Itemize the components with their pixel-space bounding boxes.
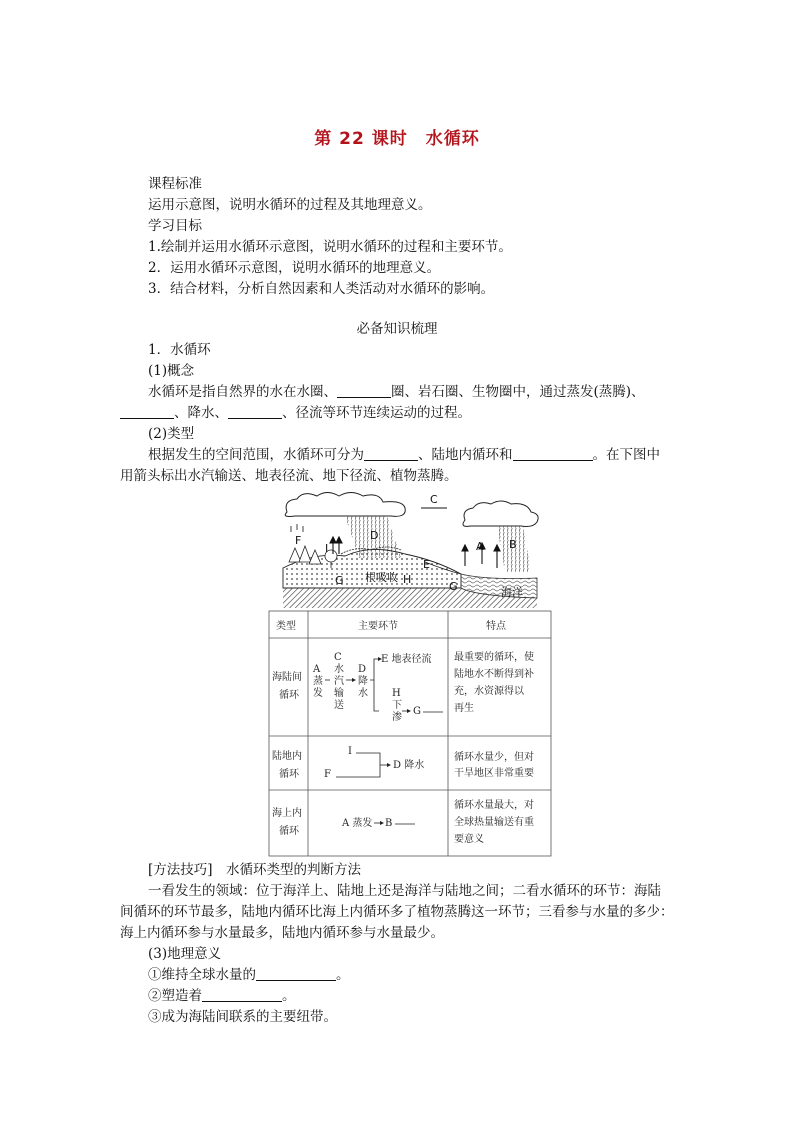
table-row — [272, 746, 534, 780]
svg-text:下: 下 — [392, 700, 402, 711]
svg-text:再生: 再生 — [454, 703, 474, 714]
label-c: C — [430, 493, 438, 506]
header-features: 特点 — [486, 621, 506, 632]
svg-text:汽: 汽 — [334, 676, 344, 687]
svg-text:水: 水 — [358, 688, 368, 699]
svg-text:输: 输 — [334, 688, 344, 699]
svg-text:循环水量最大，对: 循环水量最大，对 — [454, 800, 534, 811]
significance-item-3: ③成为海陆间联系的主要纽带。 — [148, 1009, 337, 1025]
method-line-1: 一看发生的领域：位于海洋上、陆地上还是海洋与陆地之间；二看水循环的环节：海陆 — [148, 883, 661, 899]
svg-text:陆地水不断得到补: 陆地水不断得到补 — [454, 669, 534, 680]
svg-text:要意义: 要意义 — [454, 834, 484, 845]
blank-vapor-transport[interactable] — [120, 404, 174, 419]
svg-text:I: I — [348, 746, 352, 757]
standard-heading: 课程标准 — [148, 176, 202, 192]
label-f: F — [295, 534, 302, 547]
label-h: H — [403, 573, 412, 586]
concept-heading: (1)概念 — [148, 363, 195, 379]
objectives-heading: 学习目标 — [148, 218, 202, 234]
label-root-absorption: 根吸收 — [365, 571, 398, 584]
svg-text:渗: 渗 — [392, 712, 402, 723]
label-sea: 海洋 — [501, 586, 523, 599]
svg-text:最重要的循环，使: 最重要的循环，使 — [454, 652, 534, 663]
svg-text:C: C — [334, 652, 342, 663]
svg-text:循环水量少，但对: 循环水量少，但对 — [454, 752, 534, 763]
svg-text:水: 水 — [334, 664, 344, 675]
header-type: 类型 — [276, 621, 296, 632]
table-row — [272, 798, 534, 845]
svg-text:循环: 循环 — [279, 769, 299, 780]
svg-text:全球热量输送有重: 全球热量输送有重 — [454, 817, 534, 828]
section-heading-water-cycle: 1．水循环 — [148, 342, 211, 358]
method-line-2: 间循环的环节最多，陆地内循环比海上内循环多了植物蒸腾这一环节；三看参与水量的多少： — [120, 904, 674, 920]
svg-text:海陆间: 海陆间 — [272, 672, 302, 683]
svg-text:F: F — [324, 769, 331, 780]
concept-paragraph-line2: 、降水、 、径流等环节连续运动的过程。 — [120, 403, 680, 423]
significance-item-1: ①维持全球水量的 。 — [148, 967, 350, 983]
svg-text:送: 送 — [334, 700, 344, 711]
label-d: D — [370, 529, 379, 542]
blank-ocean-cycle[interactable] — [513, 446, 593, 461]
svg-text:D: D — [358, 664, 367, 675]
method-line-3: 海上内循环参与水量最多，陆地内循环参与水量最少。 — [120, 925, 444, 941]
svg-text:B: B — [385, 818, 393, 829]
method-heading: [方法技巧] 水循环类型的判断方法 — [148, 862, 362, 878]
cycle-type-table — [268, 610, 553, 858]
svg-text:充，水资源得以: 充，水资源得以 — [454, 686, 524, 697]
significance-item-2: ②塑造着 。 — [148, 988, 296, 1004]
concept-paragraph-line1: 水循环是指自然界的水在水圈、 圈、岩石圈、生物圈中，通过蒸发(蒸腾)、 — [148, 384, 645, 400]
section-title: 必备知识梳理 — [356, 321, 438, 337]
svg-text:H: H — [392, 688, 401, 699]
water-cycle-diagram — [275, 492, 545, 608]
header-main-links: 主要环节 — [358, 621, 398, 632]
label-b: B — [509, 538, 517, 551]
page-title: 第 22 课时 水循环 — [314, 129, 480, 149]
blank-dynamic-balance[interactable] — [256, 966, 336, 981]
svg-text:E 地表径流: E 地表径流 — [381, 654, 432, 665]
svg-text:海上内: 海上内 — [272, 808, 302, 819]
svg-text:循环: 循环 — [279, 690, 299, 701]
blank-infiltration[interactable] — [228, 404, 282, 419]
svg-text:降: 降 — [358, 676, 368, 687]
svg-text:陆地内: 陆地内 — [272, 751, 302, 762]
svg-text:发: 发 — [313, 688, 323, 699]
transpiration-marks — [291, 524, 303, 532]
label-a: A — [476, 540, 484, 553]
sea-cloud — [463, 501, 538, 527]
label-e: E — [423, 558, 430, 571]
svg-text:D 降水: D 降水 — [393, 760, 425, 771]
svg-text:循环: 循环 — [279, 826, 299, 837]
svg-text:蒸: 蒸 — [313, 676, 323, 687]
significance-heading: (3)地理意义 — [148, 946, 222, 962]
blank-atmosphere[interactable] — [337, 383, 391, 398]
svg-text:干旱地区非常重要: 干旱地区非常重要 — [454, 768, 534, 779]
types-paragraph-line2: 用箭头标出水汽输送、地表径流、地下径流、植物蒸腾。 — [120, 468, 458, 484]
label-g-sea: G — [449, 580, 458, 593]
label-g-land: G — [335, 574, 344, 587]
table-row — [272, 650, 534, 723]
blank-sea-land-cycle[interactable] — [364, 446, 418, 461]
label-i: I — [325, 542, 329, 555]
blank-surface-shape[interactable] — [202, 987, 282, 1002]
types-paragraph-line1: 根据发生的空间范围，水循环可分为 、陆地内循环和 。在下图中 — [148, 447, 660, 463]
land-cloud — [285, 493, 405, 517]
svg-text:A 蒸发: A 蒸发 — [342, 818, 373, 829]
svg-text:G: G — [413, 706, 421, 717]
standard-text: 运用示意图，说明水循环的过程及其地理意义。 — [148, 197, 432, 213]
objective-item-1: 1.绘制并运用水循环示意图，说明水循环的过程和主要环节。 — [148, 239, 512, 255]
objective-item-3: 3．结合材料，分析自然因素和人类活动对水循环的影响。 — [148, 281, 495, 297]
objective-item-2: 2．运用水循环示意图，说明水循环的地理意义。 — [148, 260, 441, 276]
svg-text:A: A — [313, 664, 321, 675]
types-heading: (2)类型 — [148, 426, 195, 442]
